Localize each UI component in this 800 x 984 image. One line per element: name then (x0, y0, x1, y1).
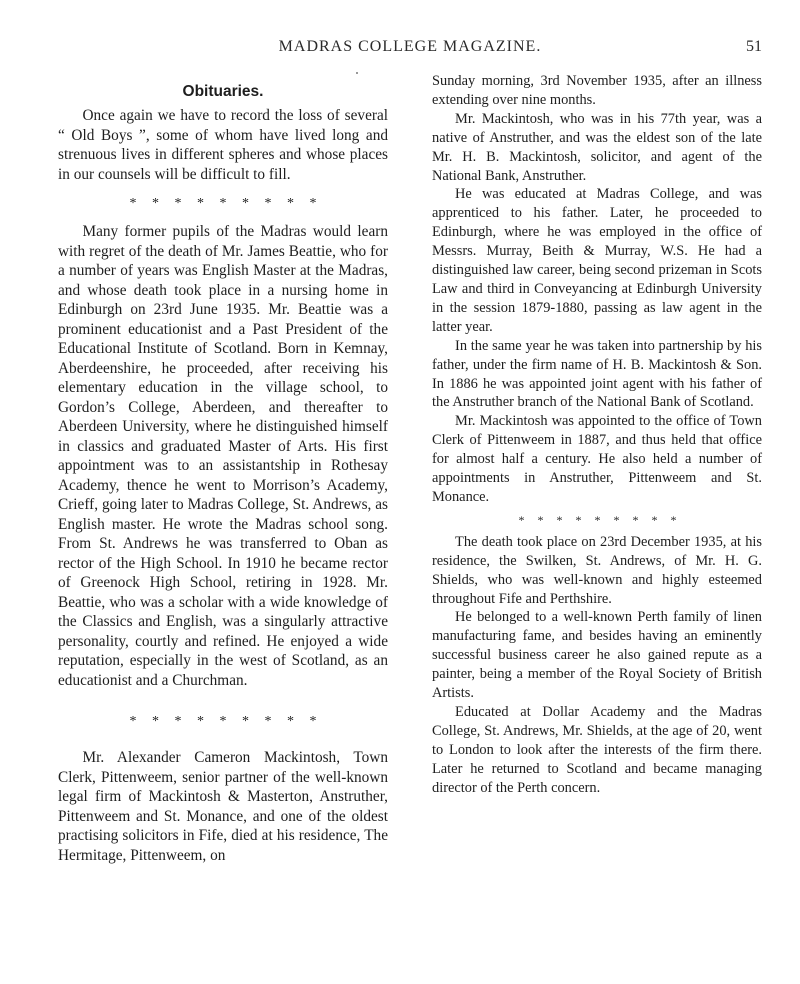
left-column (58, 72, 388, 865)
page-number: 51 (746, 38, 762, 55)
mackintosh-paragraph: He was educated at Madras College, and was apprenticed to his father. Later, he proceeded to Edinburgh, where he was employed in the office of Messrs. Murray, Beith & Murray, W.S. He had a distinguished law career, being second prizeman in Scots Law and third in Conveyancing at Edinburgh University in the session 1879-1880, passing as law agent in the latter year. (432, 186, 762, 335)
print-speck (356, 72, 358, 74)
section-heading: Obituaries. (182, 83, 264, 100)
mackintosh-paragraph: Mr. Mackintosh was appointed to the office of Town Clerk of Pittenweem in 1887, and thus held that office for almost half a century. He also held a number of appointments in Anstruther, Pittenweem and St. Monance. (432, 413, 762, 505)
journal-title: MADRAS COLLEGE MAGAZINE. (278, 38, 542, 55)
separator-stars: * * * * * * * * * (129, 714, 323, 729)
mackintosh-paragraph: In the same year he was taken into partnership by his father, under the firm name of H. B. Mackintosh & Son. In 1886 he was appointed joint agent with his father of the Anstruther branch of the National Bank of Scotland. (432, 337, 762, 411)
shields-paragraph: He belonged to a well-known Perth family of linen manufacturing fame, and besides having an eminently successful business career he also gained repute as a painter, being a member of the Royal Society of British Artists. (432, 609, 762, 702)
mackintosh-obituary-start: Mr. Alexander Cameron Mackintosh, Town Clerk, Pittenweem, senior partner of the well-known legal firm of Mackintosh & Masterton, Anstruther, Pittenweem and St. Monance, and one of the oldest practising solicitors in Fife, died at his residence, The Hermitage, Pittenweem, on (58, 749, 388, 864)
right-column (432, 72, 762, 865)
separator-stars: * * * * * * * * * (129, 196, 323, 211)
mackintosh-paragraph: Mr. Mackintosh, who was in his 77th year, was a native of Anstruther, and was the eldest son of the late Mr. H. B. Mackintosh, solicitor, and agent of the National Bank, Anstruther. (432, 110, 762, 184)
mackintosh-obituary-continued: Sunday morning, 3rd November 1935, after an illness extending over nine months. (432, 73, 762, 108)
two-column-body (58, 72, 762, 865)
shields-paragraph: The death took place on 23rd December 1935, at his residence, the Swilken, St. Andrews, of Mr. H. G. Shields, who was well-known and highly esteemed throughout Fife and Perthshire. (432, 533, 762, 607)
intro-paragraph: Once again we have to record the loss of several “ Old Boys ”, some of whom have lived long and strenuous lives in different spheres and whose places in our counsels will be difficult to fill. (58, 107, 388, 183)
shields-paragraph: Educated at Dollar Academy and the Madras College, St. Andrews, Mr. Shields, at the age of 20, went to London to look after the interests of the firm there. Later he returned to Scotland and became managing director of the Perth concern. (432, 704, 762, 796)
beattie-obituary: Many former pupils of the Madras would learn with regret of the death of Mr. James Beattie, who for a number of years was English Master at the Madras, and whose death took place in a nursing home in Edinburgh on 23rd June 1935. Mr. Beattie was a prominent educationist and a Past President of the Educational Institute of Scotland. Born in Kemnay, Aberdeenshire, he proceeded, after receiving his elementary education in the village school, to Gordon’s College, Aberdeen, and thereafter to Aberdeen University, where he distinguished himself in classics and graduated Master of Arts. His first appointment was to an assistantship in Rothesay Academy, thence he went to Morrison’s Academy, Crieff, going later to Madras College, St. Andrews, as English master. He wrote the Madras school song. From St. Andrews he was transferred to Oban as rector of the High School. In 1910 he became rector of Greenock High School, retiring in 1928. Mr. Beattie, who was a scholar with a wide knowledge of the Classics and English, was a singularly attractive personality, courtly and refined. He enjoyed a wide reputation, especially in the west of Scotland, as an educationist and a Churchman. (58, 223, 388, 689)
separator-stars: * * * * * * * * * (518, 512, 682, 527)
running-head (58, 0, 762, 72)
